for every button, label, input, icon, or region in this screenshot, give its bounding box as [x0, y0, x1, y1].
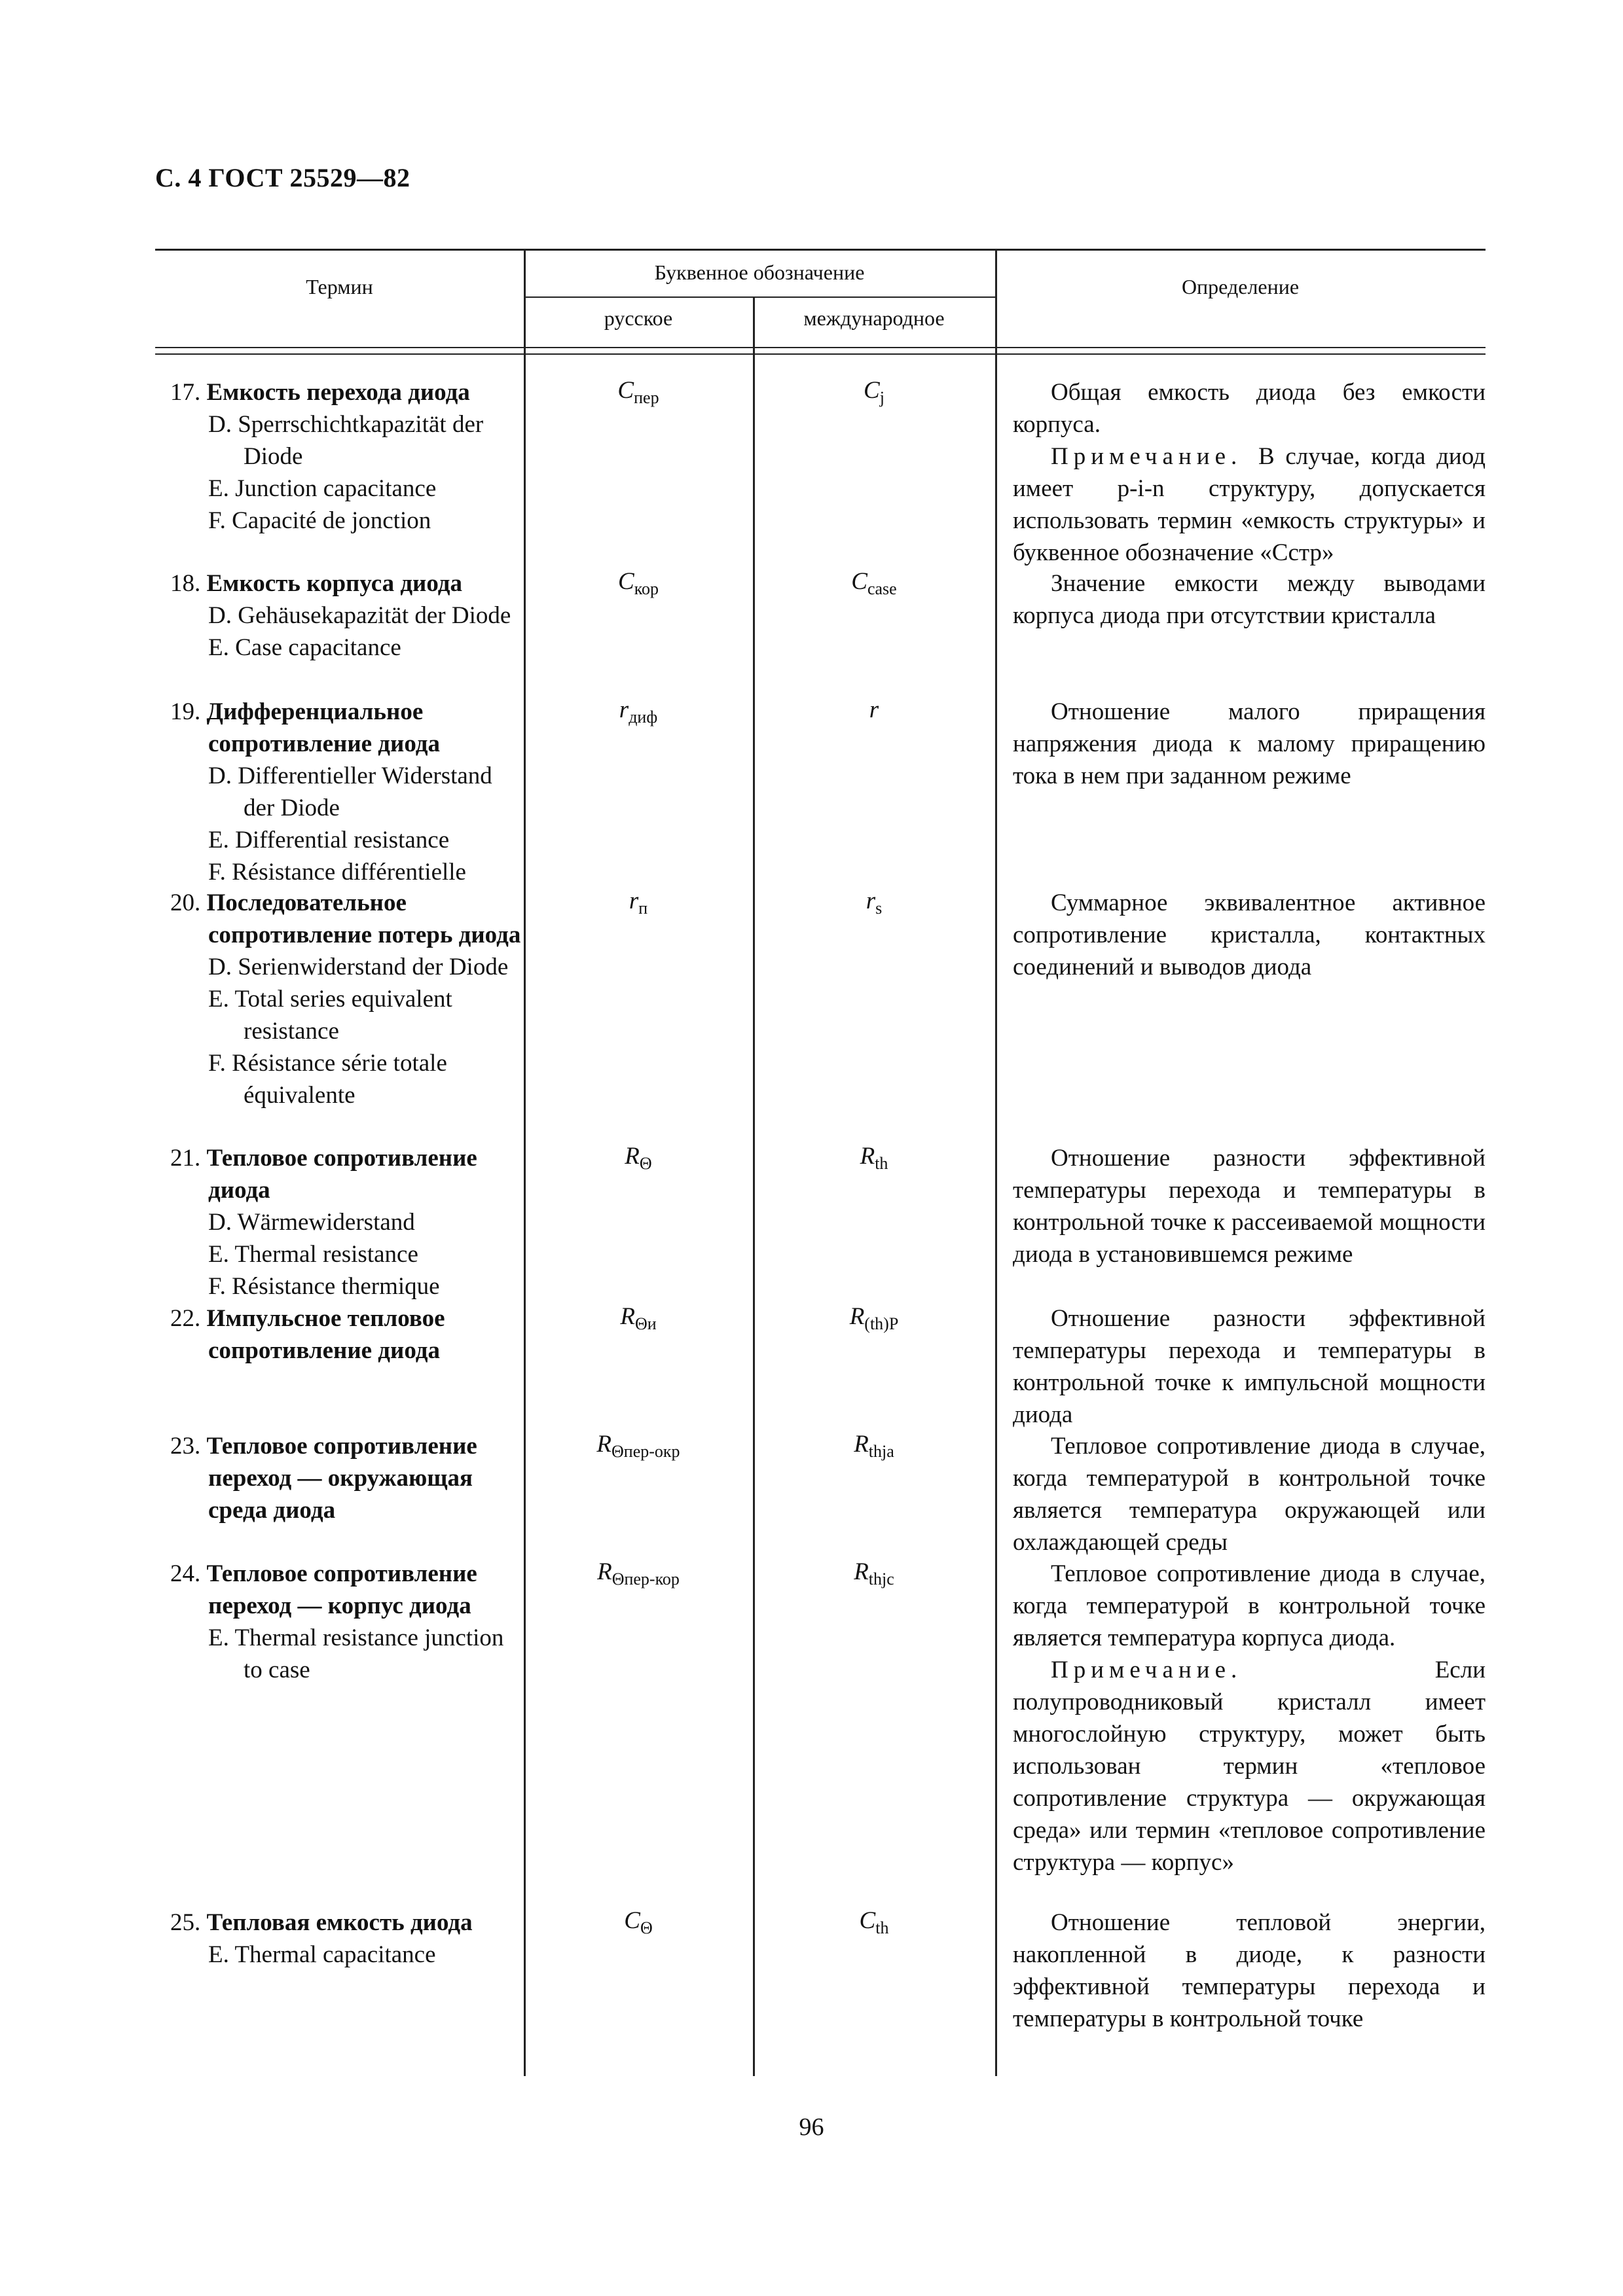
- note-text: В случае, когда диод имеет p-i-n структуру, допускается использовать термин «емкость структуры» и буквенное обозначение «Cстр»: [1013, 443, 1486, 566]
- symbol-base: R: [596, 1431, 612, 1458]
- term-number: 21.: [170, 1145, 207, 1172]
- header-bottom-rule-2: [155, 353, 1486, 355]
- definition-cell: [1013, 1907, 1486, 2035]
- symbol-subscript: Θпер-окр: [611, 1442, 680, 1461]
- definition-cell: [1013, 376, 1486, 569]
- term-translation: E. Thermal capacitance: [208, 1941, 436, 1968]
- definition-cell: [1013, 1142, 1486, 1270]
- symbol-subscript: Θ: [640, 1918, 653, 1937]
- header-letter-designation: Буквенное обозначение: [654, 260, 865, 284]
- term-cell: [170, 1302, 524, 1367]
- term-translation: F. Capacité de jonction: [208, 507, 431, 534]
- term-cell: [170, 376, 524, 537]
- page-number: 96: [799, 2113, 824, 2141]
- term-translation: D. Wärmewiderstand: [208, 1209, 415, 1236]
- symbol-base: C: [851, 568, 867, 595]
- russian-symbol: [524, 567, 753, 599]
- symbol-subscript: (th)P: [864, 1314, 899, 1333]
- term-number: 18.: [170, 570, 207, 597]
- definition-text: Отношение тепловой энергии, накопленной в диоде, к разности эффективной температуры перехода и температуры в контрольной точке: [1013, 1909, 1486, 2032]
- definition-text: Суммарное эквивалентное активное сопротивление кристалла, контактных соединений и выводов диода: [1013, 889, 1486, 980]
- term-name: Емкость корпуса диода: [206, 570, 463, 597]
- symbol-subscript: case: [867, 579, 897, 598]
- header-russian: русское: [604, 306, 673, 330]
- term-translation: E. Thermal resistance: [208, 1241, 418, 1268]
- term-translation: D. Sperrschichtkapazität der Diode: [208, 411, 484, 470]
- russian-symbol: [524, 376, 753, 408]
- symbol-subscript: th: [875, 1918, 889, 1937]
- symbol-base: R: [849, 1303, 865, 1330]
- term-number: 23.: [170, 1433, 207, 1460]
- term-translation: E. Thermal resistance junction to case: [208, 1624, 504, 1683]
- russian-symbol: [524, 1907, 753, 1938]
- term-number: 20.: [170, 889, 207, 916]
- symbol-base: C: [617, 377, 634, 404]
- term-number: 24.: [170, 1560, 207, 1587]
- definition-cell: [1013, 887, 1486, 983]
- international-symbol: [753, 567, 995, 599]
- symbol-base: R: [854, 1558, 869, 1585]
- international-symbol: [753, 1142, 995, 1174]
- symbol-base: r: [629, 888, 639, 914]
- symbol-subscript: s: [875, 899, 883, 918]
- russian-symbol: [524, 887, 753, 918]
- symbol-subscript: п: [638, 899, 648, 918]
- note-text: Если полупроводниковый кристалл имеет многослойную структуру, может быть использован термин «тепловое сопротивление структура — окружающая среда» или термин «тепловое сопротивление структура — корпус»: [1013, 1657, 1486, 1876]
- header-term: Термин: [306, 275, 373, 298]
- note-label: Примечание.: [1051, 443, 1258, 470]
- term-cell: [170, 1142, 524, 1302]
- term-translation: F. Résistance différentielle: [208, 859, 466, 886]
- definition-text: Отношение разности эффективной температуры перехода и температуры в контрольной точке к импульсной мощности диода: [1013, 1305, 1486, 1428]
- term-title: [170, 1142, 524, 1206]
- table-top-rule: [155, 249, 1486, 251]
- term-translation: E. Differential resistance: [208, 827, 450, 853]
- symbol-base: R: [860, 1143, 875, 1170]
- definition-cell: [1013, 1430, 1486, 1558]
- symbol-base: R: [620, 1303, 635, 1330]
- symbol-base: C: [864, 377, 880, 404]
- term-translation: E. Case capacitance: [208, 634, 401, 661]
- term-translation: F. Résistance série totale équivalente: [208, 1050, 447, 1109]
- term-name: Тепловое сопротивление переход — корпус диода: [206, 1560, 477, 1619]
- term-title: [170, 567, 524, 600]
- symbol-subscript: j: [879, 388, 884, 407]
- definition-note: [1013, 1654, 1486, 1878]
- symbol-base: R: [625, 1143, 640, 1170]
- symbol-base: R: [597, 1558, 612, 1585]
- term-title: [170, 696, 524, 760]
- symbol-subscript: кор: [634, 579, 659, 598]
- definition-note: [1013, 440, 1486, 569]
- term-cell: [170, 1907, 524, 1971]
- term-cell: [170, 1558, 524, 1686]
- russian-symbol: [524, 696, 753, 727]
- international-symbol: [753, 696, 995, 727]
- symbol-subscript: Θ: [639, 1154, 652, 1173]
- term-name: Последовательное сопротивление потерь диода: [206, 889, 521, 948]
- definition-text: Отношение малого приращения напряжения диода к малому приращению тока в нем при заданном режиме: [1013, 698, 1486, 789]
- note-label: Примечание.: [1051, 1657, 1435, 1683]
- symbol-subscript: thjc: [868, 1570, 894, 1588]
- definition-text: Тепловое сопротивление диода в случае, когда температурой в контрольной точке является температура корпуса диода.: [1013, 1560, 1486, 1651]
- international-symbol: [753, 1302, 995, 1334]
- definition-cell: [1013, 696, 1486, 792]
- definition-text: Тепловое сопротивление диода в случае, когда температурой в контрольной точке является температура окружающей или охлаждающей среды: [1013, 1433, 1486, 1556]
- symbol-subscript: Θи: [634, 1314, 657, 1333]
- term-cell: [170, 887, 524, 1111]
- term-title: [170, 1558, 524, 1622]
- symbol-base: r: [869, 696, 879, 723]
- page-header: С. 4 ГОСТ 25529—82: [155, 163, 410, 192]
- russian-symbol: [524, 1558, 753, 1589]
- term-name: Тепловое сопротивление переход — окружающая среда диода: [206, 1433, 477, 1524]
- symbol-base: C: [859, 1907, 876, 1934]
- russian-symbol: [524, 1142, 753, 1174]
- definition-text: Отношение разности эффективной температуры перехода и температуры в контрольной точке к рассеиваемой мощности диода в установившемся режиме: [1013, 1145, 1486, 1268]
- header-international: международное: [803, 306, 945, 330]
- international-symbol: [753, 1558, 995, 1589]
- term-name: Импульсное тепловое сопротивление диода: [206, 1305, 445, 1364]
- term-title: [170, 376, 524, 408]
- term-title: [170, 1907, 524, 1939]
- russian-symbol: [524, 1430, 753, 1462]
- term-translation: E. Total series equivalent resistance: [208, 986, 452, 1045]
- symbol-subscript: th: [875, 1154, 888, 1173]
- symbol-subscript: пер: [634, 388, 659, 407]
- term-cell: [170, 1430, 524, 1526]
- international-symbol: [753, 887, 995, 918]
- definition-text: Значение емкости между выводами корпуса диода при отсутствии кристалла: [1013, 570, 1486, 629]
- term-translation: D. Serienwiderstand der Diode: [208, 954, 509, 980]
- term-title: [170, 1430, 524, 1526]
- symbol-base: R: [854, 1431, 869, 1458]
- term-name: Тепловая емкость диода: [206, 1909, 473, 1936]
- symbol-subscript: Θпер-кор: [611, 1570, 680, 1588]
- symbol-base: C: [618, 568, 634, 595]
- symbol-base: r: [619, 696, 629, 723]
- russian-symbol: [524, 1302, 753, 1334]
- term-name: Тепловое сопротивление диода: [206, 1145, 477, 1204]
- term-title: [170, 887, 524, 951]
- term-cell: [170, 567, 524, 664]
- symbol-base: C: [624, 1907, 640, 1934]
- term-number: 17.: [170, 379, 207, 406]
- term-name: Емкость перехода диода: [206, 379, 470, 406]
- definition-cell: [1013, 1558, 1486, 1878]
- term-translation: D. Differentieller Widerstand der Diode: [208, 762, 492, 821]
- symbol-subscript: диф: [629, 708, 658, 726]
- column-divider-3: [995, 250, 997, 2076]
- symbol-base: r: [866, 888, 876, 914]
- definition-text: Общая емкость диода без емкости корпуса.: [1013, 379, 1486, 438]
- term-translation: F. Résistance thermique: [208, 1273, 440, 1300]
- term-name: Дифференциальное сопротивление диода: [206, 698, 440, 757]
- international-symbol: [753, 1907, 995, 1938]
- header-bottom-rule-1: [155, 347, 1486, 348]
- symbol-subscript: thja: [868, 1442, 894, 1461]
- term-title: [170, 1302, 524, 1367]
- term-number: 25.: [170, 1909, 207, 1936]
- international-symbol: [753, 376, 995, 408]
- column-divider-2: [753, 296, 755, 2076]
- definition-cell: [1013, 1302, 1486, 1431]
- header-definition: Определение: [1181, 275, 1300, 298]
- international-symbol: [753, 1430, 995, 1462]
- term-number: 19.: [170, 698, 207, 725]
- term-cell: [170, 696, 524, 888]
- term-number: 22.: [170, 1305, 207, 1332]
- term-translation: E. Junction capacitance: [208, 475, 437, 502]
- header-subdivider: [524, 296, 995, 298]
- term-translation: D. Gehäusekapazität der Diode: [208, 602, 511, 629]
- definition-cell: [1013, 567, 1486, 632]
